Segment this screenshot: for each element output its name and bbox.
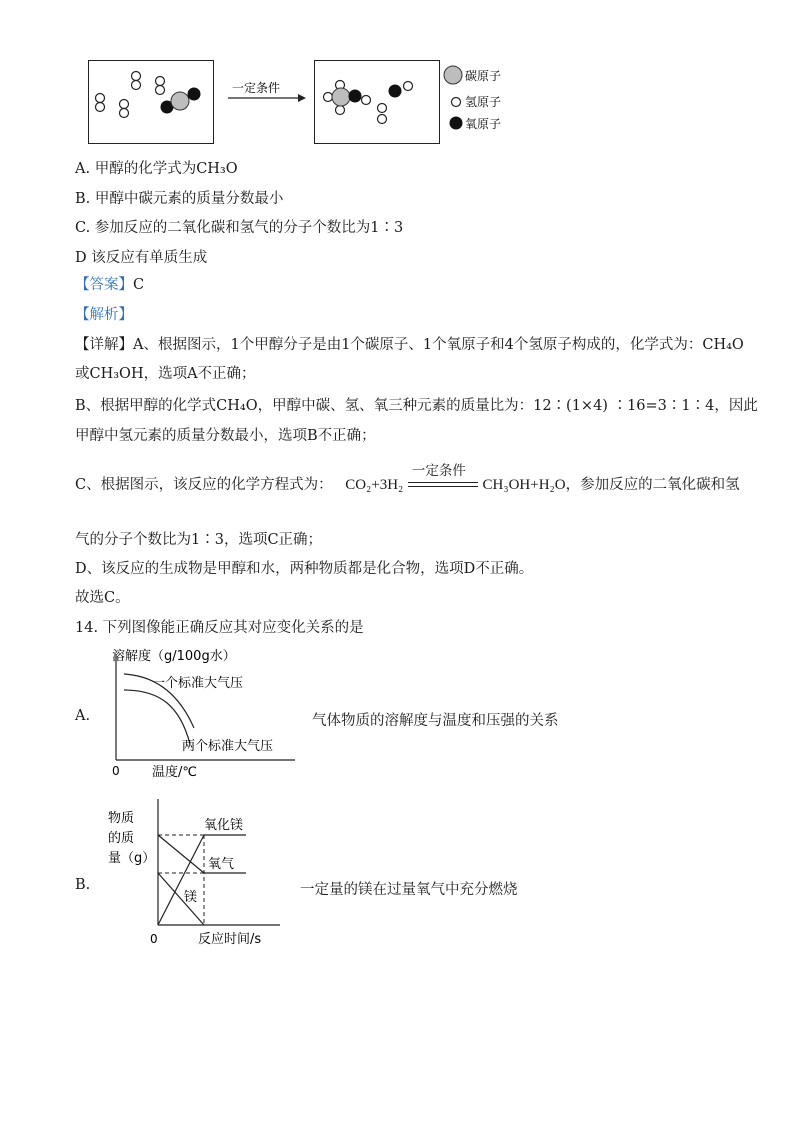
legend-oxygen: 氧原子	[465, 117, 502, 131]
answer-label: 【答案】	[75, 277, 133, 293]
label-two-atm: 两个标准大气压	[182, 739, 274, 754]
reaction-diagram	[0, 0, 800, 150]
detail-line-3: B、根据甲醇的化学式CH₄O，甲醇中碳、氢、氧三种元素的质量比为：12∶(1×4) ∶16=3∶1∶4，因此	[75, 398, 758, 414]
detail-line-8: 故选C。	[75, 590, 130, 606]
answer-value: C	[133, 277, 145, 293]
detail-line-2: 或CH₃OH，选项A不正确；	[75, 366, 256, 382]
equation-left: CO₂+3H₂	[345, 477, 404, 493]
option-d: D 该反应有单质生成	[75, 250, 208, 266]
detail-line-1	[75, 333, 744, 354]
equation-arrow	[408, 463, 478, 493]
equation-condition: 一定条件	[411, 463, 466, 479]
option-c: C. 参加反应的二氧化碳和氢气的分子个数比为1∶3	[75, 220, 404, 236]
answer-row	[75, 273, 144, 294]
mass-chart	[100, 795, 300, 955]
mass-ylabel-2: 的质	[108, 831, 135, 846]
equation-right: CH₃OH+H₂O	[482, 477, 566, 493]
curve-one-atm	[124, 690, 190, 744]
detail-line-6: 气的分子个数比为1∶3，选项C正确；	[75, 532, 323, 548]
mass-ylabel-1: 物质	[108, 811, 135, 826]
detail-line-4: 甲醇中氢元素的质量分数最小，选项B不正确；	[75, 428, 376, 444]
legend-carbon: 碳原子	[465, 69, 502, 83]
analysis-label: 【解析】	[75, 307, 133, 323]
option-a: A. 甲醇的化学式为CH₃O	[75, 161, 238, 177]
q14-option-b-text: 一定量的镁在过量氧气中充分燃烧	[300, 882, 518, 898]
option-b: B. 甲醇中碳元素的质量分数最小	[75, 191, 284, 207]
detail-line-5	[75, 463, 740, 494]
mass-origin: 0	[150, 932, 158, 946]
label-mgo: 氧化镁	[204, 818, 244, 833]
legend-hydrogen: 氢原子	[465, 95, 502, 109]
q14-option-b-label: B.	[75, 877, 91, 893]
solubility-ylabel: 溶解度（g/100g水）	[112, 649, 236, 664]
solubility-xlabel: 温度/℃	[152, 765, 197, 780]
label-oxygen: 氧气	[208, 857, 235, 872]
q14-option-a-text: 气体物质的溶解度与温度和压强的关系	[312, 713, 559, 729]
question-14-title: 14. 下列图像能正确反应其对应变化关系的是	[75, 620, 364, 636]
label-one-atm: 一个标准大气压	[152, 676, 244, 691]
mass-xlabel: 反应时间/s	[198, 932, 262, 947]
series-oxygen	[158, 835, 204, 873]
condition-label: 一定条件	[232, 81, 281, 95]
q14-option-a-label: A.	[75, 708, 91, 724]
detail-text-5a: C、根据图示，该反应的化学方程式为：	[75, 477, 333, 493]
solubility-origin: 0	[112, 764, 120, 778]
detail-text-1: A、根据图示，1个甲醇分子是由1个碳原子、1个氧原子和4个氢原子构成的，化学式为：CH₄O	[133, 337, 744, 353]
detail-line-7: D、该反应的生成物是甲醇和水，两种物质都是化合物，选项D不正确。	[75, 561, 534, 577]
detail-text-5b: ，参加反应的二氧化碳和氢	[565, 477, 740, 493]
molecule-drawing	[0, 0, 800, 150]
mass-ylabel-3: 量（g）	[108, 851, 156, 866]
detail-label: 【详解】	[75, 337, 133, 353]
label-magnesium: 镁	[184, 890, 198, 905]
solubility-chart	[100, 640, 300, 785]
